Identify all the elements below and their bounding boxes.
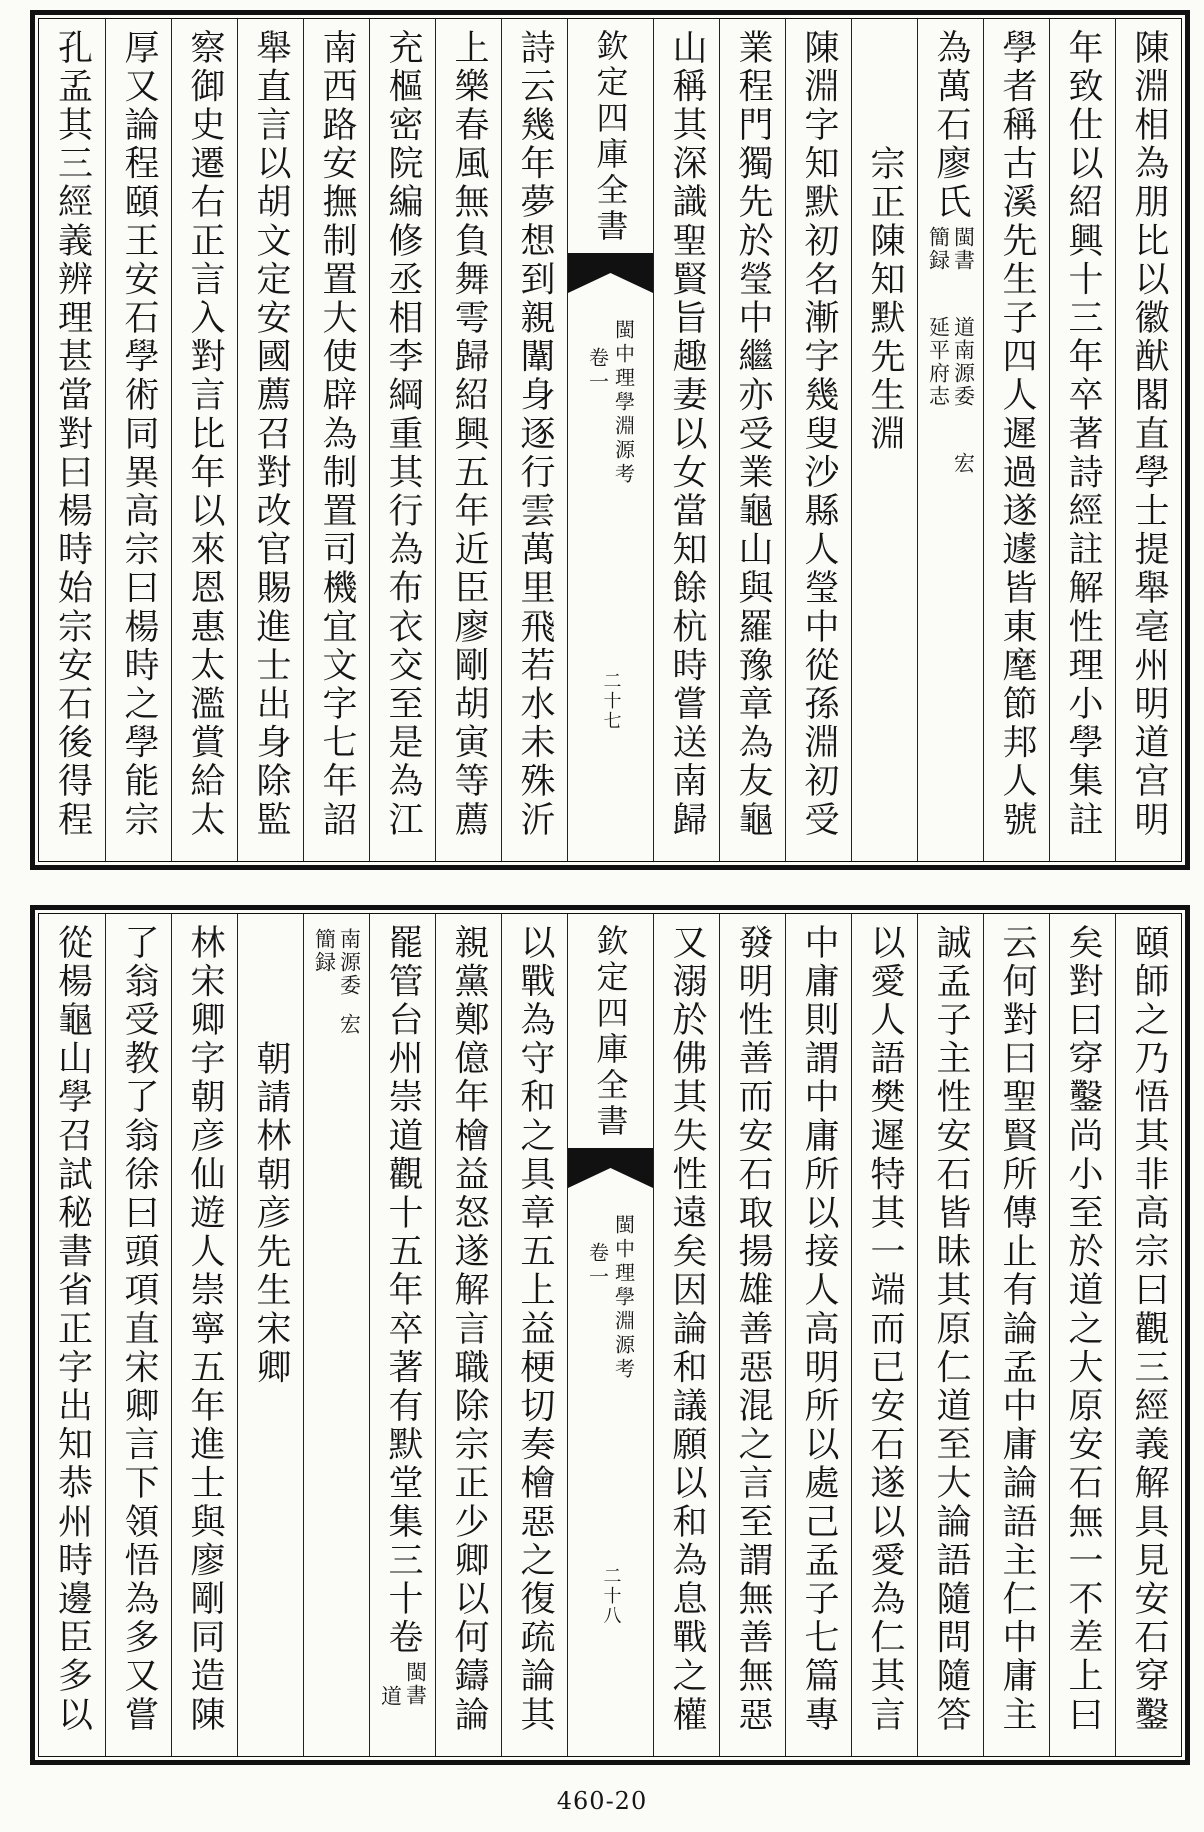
column-text: 罷管台州崇道觀十五年卒著有默堂集三十卷 (383, 924, 423, 1658)
column-text: 親黨鄭億年檜益怒遂解言職除宗正少卿以何鑄論 (449, 924, 489, 1735)
text-column (435, 914, 501, 1756)
page-number: 二十七 (600, 671, 622, 731)
column-text: 山稱其深識聖賢旨趣妻以女當知餘杭時嘗送南歸 (667, 29, 707, 840)
note-source: 道南源委 (951, 316, 976, 408)
column-text: 上樂春風無負舞雩歸紹興五年近臣廖剛胡寅等薦 (449, 29, 489, 840)
text-column (785, 19, 851, 861)
text-column (1115, 914, 1181, 1756)
top-page (30, 10, 1190, 870)
text-column (303, 19, 369, 861)
column-text: 學者稱古溪先生子四人遲過遂遽皆東麾節邦人號 (997, 29, 1037, 840)
column-text: 舉直言以胡文定安國薦召對改官賜進士出身除監 (251, 29, 291, 840)
note-source: 道 (378, 1685, 403, 1709)
note-source: 南源委 (337, 928, 362, 997)
text-column (105, 914, 171, 1756)
text-column (917, 914, 983, 1756)
center-fold (567, 914, 653, 1756)
text-column (653, 914, 719, 1756)
note-source: 閩書 (403, 1661, 428, 1708)
column-text: 察御史遷右正言入對言比年以來恩惠太濫賞給太 (185, 29, 225, 840)
column-text: 業程門獨先於瑩中繼亦受業龜山與羅豫章為友龜 (733, 29, 773, 840)
text-column (1049, 19, 1115, 861)
text-column (501, 914, 567, 1756)
note-line-left (314, 928, 335, 1036)
note-line-right (405, 1661, 426, 1708)
text-column (369, 19, 435, 861)
text-column (653, 19, 719, 861)
column-text: 陳淵字知默初名漸字幾叟沙縣人瑩中從孫淵初受 (799, 29, 839, 840)
text-column (785, 914, 851, 1756)
column-text: 陳淵相為朋比以徽猷閣直學士提舉亳州明道宫明 (1129, 29, 1169, 840)
text-column (719, 914, 785, 1756)
note-column (303, 914, 369, 1756)
column-text: 又溺於佛其失性遠矣因論和議願以和為息戰之權 (667, 924, 707, 1735)
text-column (171, 914, 237, 1756)
source-note (380, 1661, 426, 1708)
text-column (39, 19, 105, 861)
collection-title: 欽定四庫全書 (591, 924, 630, 1140)
column-text: 頤師之乃悟其非高宗曰觀三經義解具見安石穿鑿 (1129, 924, 1169, 1735)
text-column-with-note (369, 914, 435, 1756)
text-column (105, 19, 171, 861)
column-text: 孔孟其三經義辨理甚當對曰楊時始宗安石後得程 (52, 29, 93, 840)
book-title-block (585, 1214, 636, 1382)
volume-label: 卷一 (585, 1242, 610, 1290)
text-column-with-note (917, 19, 983, 861)
text-column (39, 914, 105, 1756)
column-text: 以戰為守和之具章五上益梗切奏檜惡之復疏論其 (515, 924, 555, 1735)
page-footer-number: 460-20 (556, 1787, 648, 1815)
page-number: 二十八 (600, 1566, 622, 1626)
top-page-frame (38, 18, 1182, 862)
note-source: 閩書 (951, 226, 976, 272)
text-column (983, 914, 1049, 1756)
column-text: 南西路安撫制置大使辟為制置司機宜文字七年詔 (317, 29, 357, 840)
fishtail-mark (568, 253, 653, 293)
column-text: 充樞密院編修丞相李綱重其行為布衣交至是為江 (383, 29, 423, 840)
column-text: 矣對曰穿鑿尚小至於道之大原安石無一不差上曰 (1063, 924, 1103, 1735)
column-text: 以愛人語樊遲特其一端而已安石遂以愛為仁其言 (865, 924, 905, 1735)
fishtail-mark (568, 1148, 653, 1188)
source-note (314, 928, 360, 1036)
text-column (719, 19, 785, 861)
column-text: 中庸則謂中庸所以接人高明所以處己孟子七篇專 (799, 924, 839, 1735)
column-text: 從楊龜山學召試秘書省正字出知恭州時邊臣多以 (52, 924, 93, 1735)
collection-title: 欽定四庫全書 (591, 29, 630, 245)
note-line-right (339, 928, 360, 1036)
column-text: 厚又論程頤王安石學術同異高宗曰楊時之學能宗 (119, 29, 159, 840)
text-column (171, 19, 237, 861)
text-column (1049, 914, 1115, 1756)
note-source: 宏 (337, 1013, 362, 1036)
bottom-page-frame (38, 913, 1182, 1757)
note-source: 簡録 (926, 226, 951, 272)
text-column (237, 19, 303, 861)
text-column (435, 19, 501, 861)
center-fold (567, 19, 653, 861)
source-note (928, 226, 974, 475)
entry-heading-column (237, 914, 303, 1756)
note-line-left (928, 226, 949, 475)
note-source: 延平府志 (926, 316, 951, 408)
note-line-left (380, 1685, 401, 1708)
text-column (501, 19, 567, 861)
entry-heading: 宗正陳知默先生淵 (865, 145, 905, 454)
note-line-right (953, 226, 974, 475)
note-source: 簡録 (312, 928, 337, 974)
column-text: 云何對曰聖賢所傳止有論孟中庸論語主仁中庸主 (997, 924, 1037, 1735)
column-text: 誠孟子主性安石皆昧其原仁道至大論語隨問隨答 (931, 924, 971, 1735)
text-column (1115, 19, 1181, 861)
text-column (983, 19, 1049, 861)
bottom-page (30, 905, 1190, 1765)
column-text: 為萬石廖氏 (931, 29, 971, 222)
column-text: 年致仕以紹興十三年卒著詩經註解性理小學集註 (1063, 29, 1103, 840)
entry-heading: 朝請林朝彦先生宋卿 (251, 1040, 291, 1388)
entry-heading-column (851, 19, 917, 861)
column-text: 了翁受教了翁徐曰頭項直宋卿言下領悟為多又嘗 (119, 924, 159, 1735)
book-title: 閩中理學淵源考 (611, 319, 636, 487)
note-source: 宏 (951, 452, 976, 475)
column-text: 發明性善而安石取揚雄善惡混之言至謂無善無惡 (733, 924, 773, 1735)
volume-label: 卷一 (585, 347, 610, 395)
column-text: 林宋卿字朝彦仙遊人崇寧五年進士與廖剛同造陳 (185, 924, 225, 1735)
book-title: 閩中理學淵源考 (611, 1214, 636, 1382)
book-title-block (585, 319, 636, 487)
column-text: 詩云幾年夢想到親闈身逐行雲萬里飛若水未殊沂 (515, 29, 555, 840)
text-column (851, 914, 917, 1756)
